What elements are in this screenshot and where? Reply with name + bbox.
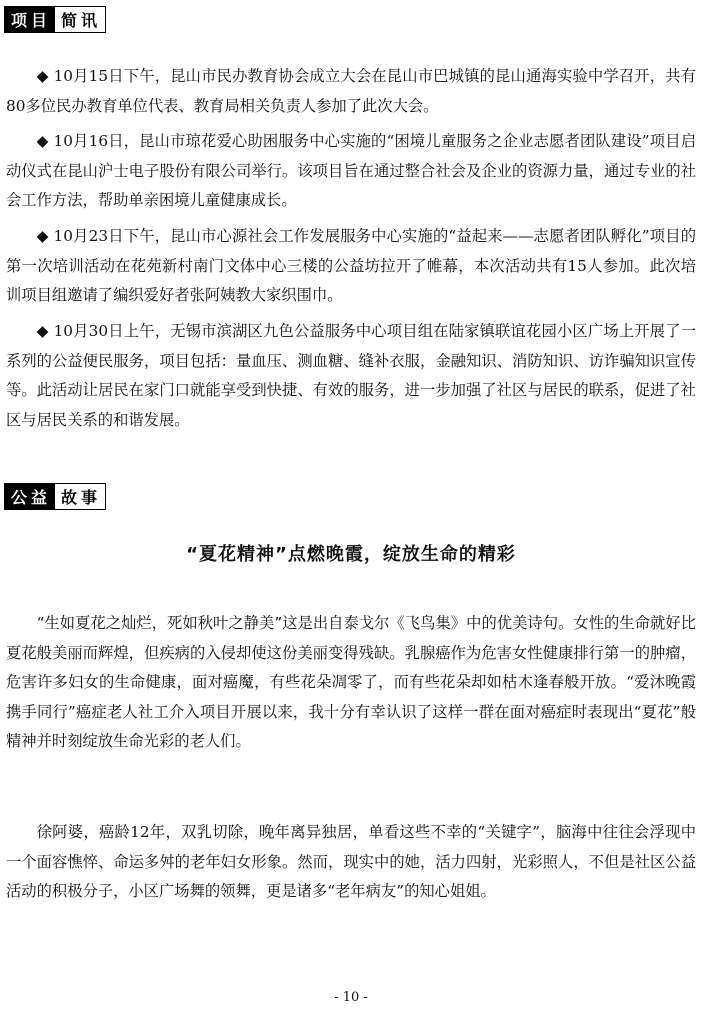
section-label-charity-story [4,483,106,510]
story-paragraph: “生如夏花之灿烂，死如秋叶之静美”这是出自泰戈尔《飞鸟集》中的优美诗句。女性的生命就好比夏花般美丽而辉煌，但疾病的入侵却使这份美丽变得残缺。乳腺癌作为危害女性健康排行第一的肿瘤，危害许多妇女的生命健康，面对癌魔，有些花朵凋零了，而有些花朵却如枯木逢春般开放。“爱沐晚霞 携手同行”癌症老人社工介入项目开展以来，我十分有幸认识了这样一群在面对癌症时表现出“夏花”般精神并时刻绽放生命光彩的老人们。 [6,614,696,750]
news-item: ◆ 10月16日，昆山市琼花爱心助困服务中心实施的“困境儿童服务之企业志愿者团队建设”项目启动仪式在昆山沪士电子股份有限公司举行。该项目旨在通过整合社会及企业的资源力量，通过专业的社会工作方法，帮助单亲困境儿童健康成长。 [6,132,696,209]
section-label-light: 简讯 [55,7,105,32]
section-label-project-news [4,6,106,33]
section-label-light: 故事 [55,484,105,509]
story-title: “夏花精神”点燃晚霞，绽放生命的精彩 [186,544,516,565]
section-label-dark: 项目 [5,7,55,32]
news-item: ◆ 10月23日下午，昆山市心源社会工作发展服务中心实施的“益起来——志愿者团队孵化”项目的第一次培训活动在花苑新村南门文体中心三楼的公益坊拉开了帷幕，本次活动共有15人参加。此次培训项目组邀请了编织爱好者张阿姨教大家织围巾。 [6,227,696,304]
news-item: ◆ 10月30日上午，无锡市滨湖区九色公益服务中心项目组在陆家镇联谊花园小区广场上开展了一系列的公益便民服务，项目包括：量血压、测血糖、缝补衣服，金融知识、消防知识、访诈骗知识宣传等。此活动让居民在家门口就能享受到快捷、有效的服务，进一步加强了社区与居民的联系，促进了社区与居民关系的和谐发展。 [6,322,696,429]
story-paragraph: 徐阿婆，癌龄12年，双乳切除，晚年离异独居，单看这些不幸的“关键字”，脑海中往往会浮现中一个面容憔悴、命运多舛的老年妇女形象。然而，现实中的她，活力四射，光彩照人，不但是社区公益活动的积极分子，小区广场舞的领舞，更是诸多“老年病友”的知心姐姐。 [6,823,696,900]
news-item: ◆ 10月15日下午，昆山市民办教育协会成立大会在昆山市巴城镇的昆山通海实验中学召开，共有80多位民办教育单位代表、教育局相关负责人参加了此次大会。 [6,67,696,115]
section-label-dark: 公益 [5,484,55,509]
page-number: - 10 - [334,990,368,1005]
